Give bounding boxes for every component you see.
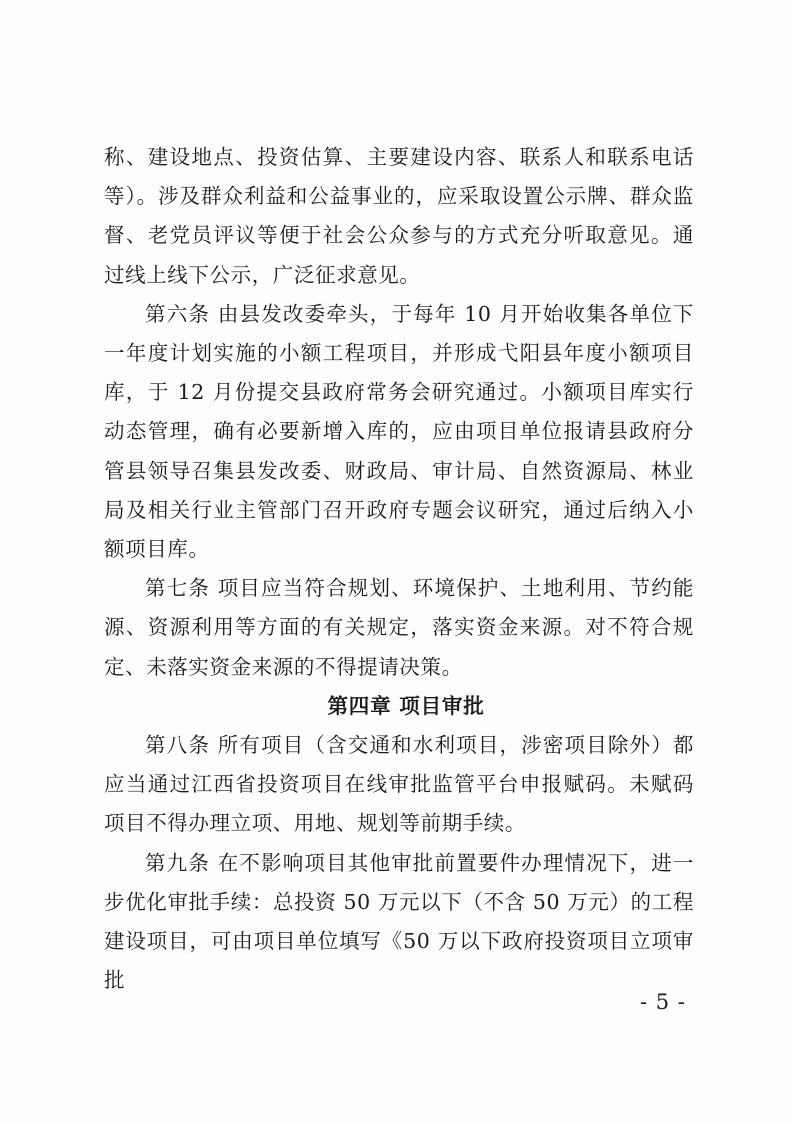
document-body bbox=[104, 138, 694, 1000]
paragraph-continuation: 称、建设地点、投资估算、主要建设内容、联系人和联系电话等）。涉及群众利益和公益事业的，应采取设置公示牌、群众监督、老党员评议等便于社会公众参与的方式充分听取意见。通过线上线下公示，广泛征求意见。 bbox=[104, 145, 694, 287]
chapter-heading: 第四章 项目审批 bbox=[327, 693, 485, 718]
page-number: - 5 - bbox=[640, 990, 686, 1014]
paragraph-article-8: 第八条 所有项目（含交通和水利项目，涉密项目除外）都应当通过江西省投资项目在线审批监管平台申报赋码。未赋码项目不得办理立项、用地、规划等前期手续。 bbox=[104, 733, 694, 836]
paragraph-article-9: 第九条 在不影响项目其他审批前置要件办理情况下，进一步优化审批手续：总投资 50 万元以下（不含 50 万元）的工程建设项目，可由项目单位填写《50 万以下政府投资项目立项审批 bbox=[104, 850, 694, 993]
paragraph-article-7: 第七条 项目应当符合规划、环境保护、土地利用、节约能源、资源利用等方面的有关规定，落实资金来源。对不符合规定、未落实资金来源的不得提请决策。 bbox=[104, 576, 694, 679]
paragraph-article-6: 第六条 由县发改委牵头，于每年 10 月开始收集各单位下一年度计划实施的小额工程项目，并形成弋阳县年度小额项目库，于 12 月份提交县政府常务会研究通过。小额项目库实行动态管理，确有必要新增入库的，应由项目单位报请县政府分管县领导召集县发改委、财政局、审计局、自然资源局、林业局及相关行业主管部门召开政府专题会议研究，通过后纳入小额项目库。 bbox=[104, 301, 694, 562]
